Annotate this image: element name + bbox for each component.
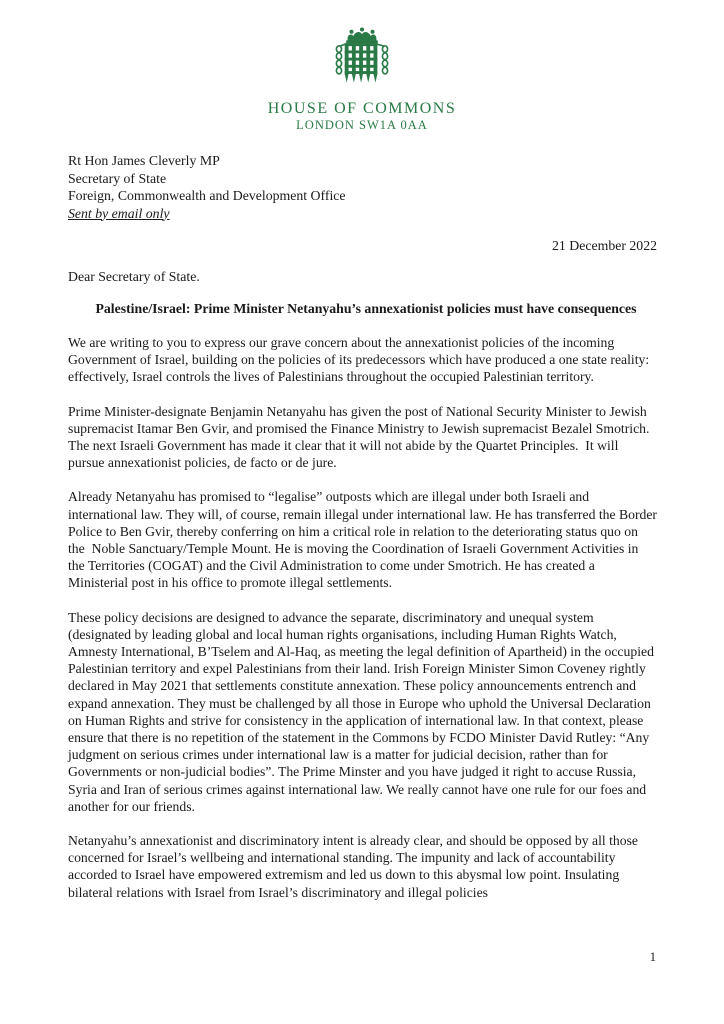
delivery-method: Sent by email only	[68, 205, 170, 221]
recipient-department: Foreign, Commonwealth and Development Office	[68, 188, 346, 203]
paragraph: These policy decisions are designed to advance the separate, discriminatory and unequal system (designated by leading global and local human rights organisations, including Human Rights Watch, Amnesty International, B’Tselem and Al-Haq, as meeting the legal definition of Apartheid) in the occupied Palestinian territory and expel Palestinians from their land. Irish Foreign Minister Simon Coveney rightly declared in May 2021 that settlements constitute annexation. These policy announcements entrench and expand annexation. They must be challenged by all those in Europe who uphold the Universal Declaration on Human Rights and strive for consistency in the application of international law. In that context, please ensure that there is no repetition of the statement in the Commons by FCDO Minister David Rutley: “Any judgment on serious crimes under international law is a matter for judicial decision, rather than for Governments or non-judicial bodies”. The Prime Minster and you have judged it right to accuse Russia, Syria and Iran of serious crimes against international law. We really cannot have one rule for our foes and another for our friends.	[68, 609, 658, 814]
paragraph: Already Netanyahu has promised to “legalise” outposts which are illegal under both Israeli and international law. They will, of course, remain illegal under international law. He has transferred the Border Police to Ben Gvir, thereby conferring on him a critical role in relation to the deteriorating status quo on the Noble Sanctuary/Temple Mount. He is moving the Coordination of Israeli Government Activities in the Territories (COGAT) and the Civil Administration to come under Smotrich. He has created a Ministerial post in his office to promote illegal settlements.	[68, 489, 661, 591]
letter-body	[68, 334, 661, 918]
letter-date: 21 December 2022	[552, 238, 657, 253]
page-number: 1	[649, 950, 656, 964]
paragraph: Prime Minister-designate Benjamin Netanyahu has given the post of National Security Minister to Jewish supremacist Itamar Ben Gvir, and promised the Finance Ministry to Jewish supremacist Bezalel Smotrich. The next Israeli Government has made it clear that it will not abide by the Quartet Principles. It will pursue annexationist policies, de facto or de jure.	[68, 403, 653, 471]
subject-line: Palestine/Israel: Prime Minister Netanyahu’s annexationist policies must have consequences	[95, 301, 637, 316]
paragraph: Netanyahu’s annexationist and discriminatory intent is already clear, and should be opposed by all those concerned for Israel’s wellbeing and international standing. The impunity and lack of accountability accorded to Israel have empowered extremism and led us down to this abysmal low point. Insulating bilateral relations with Israel from Israel’s discriminatory and illegal policies	[68, 833, 642, 900]
recipient-title: Secretary of State	[68, 170, 167, 186]
org-address: LONDON SW1A 0AA	[296, 118, 428, 132]
org-name: HOUSE OF COMMONS	[267, 100, 457, 117]
house-of-commons-portcullis-icon	[0, 26, 724, 97]
recipient-block	[68, 152, 346, 222]
recipient-name: Rt Hon James Cleverly MP	[68, 153, 220, 168]
salutation: Dear Secretary of State.	[68, 269, 200, 284]
letterhead	[0, 26, 724, 133]
paragraph: We are writing to you to express our grave concern about the annexationist policies of the incoming Government of Israel, building on the policies of its predecessors which have produced a one state reality: effectively, Israel controls the lives of Palestinians throughout the occupied Palestinian territory.	[68, 335, 653, 385]
